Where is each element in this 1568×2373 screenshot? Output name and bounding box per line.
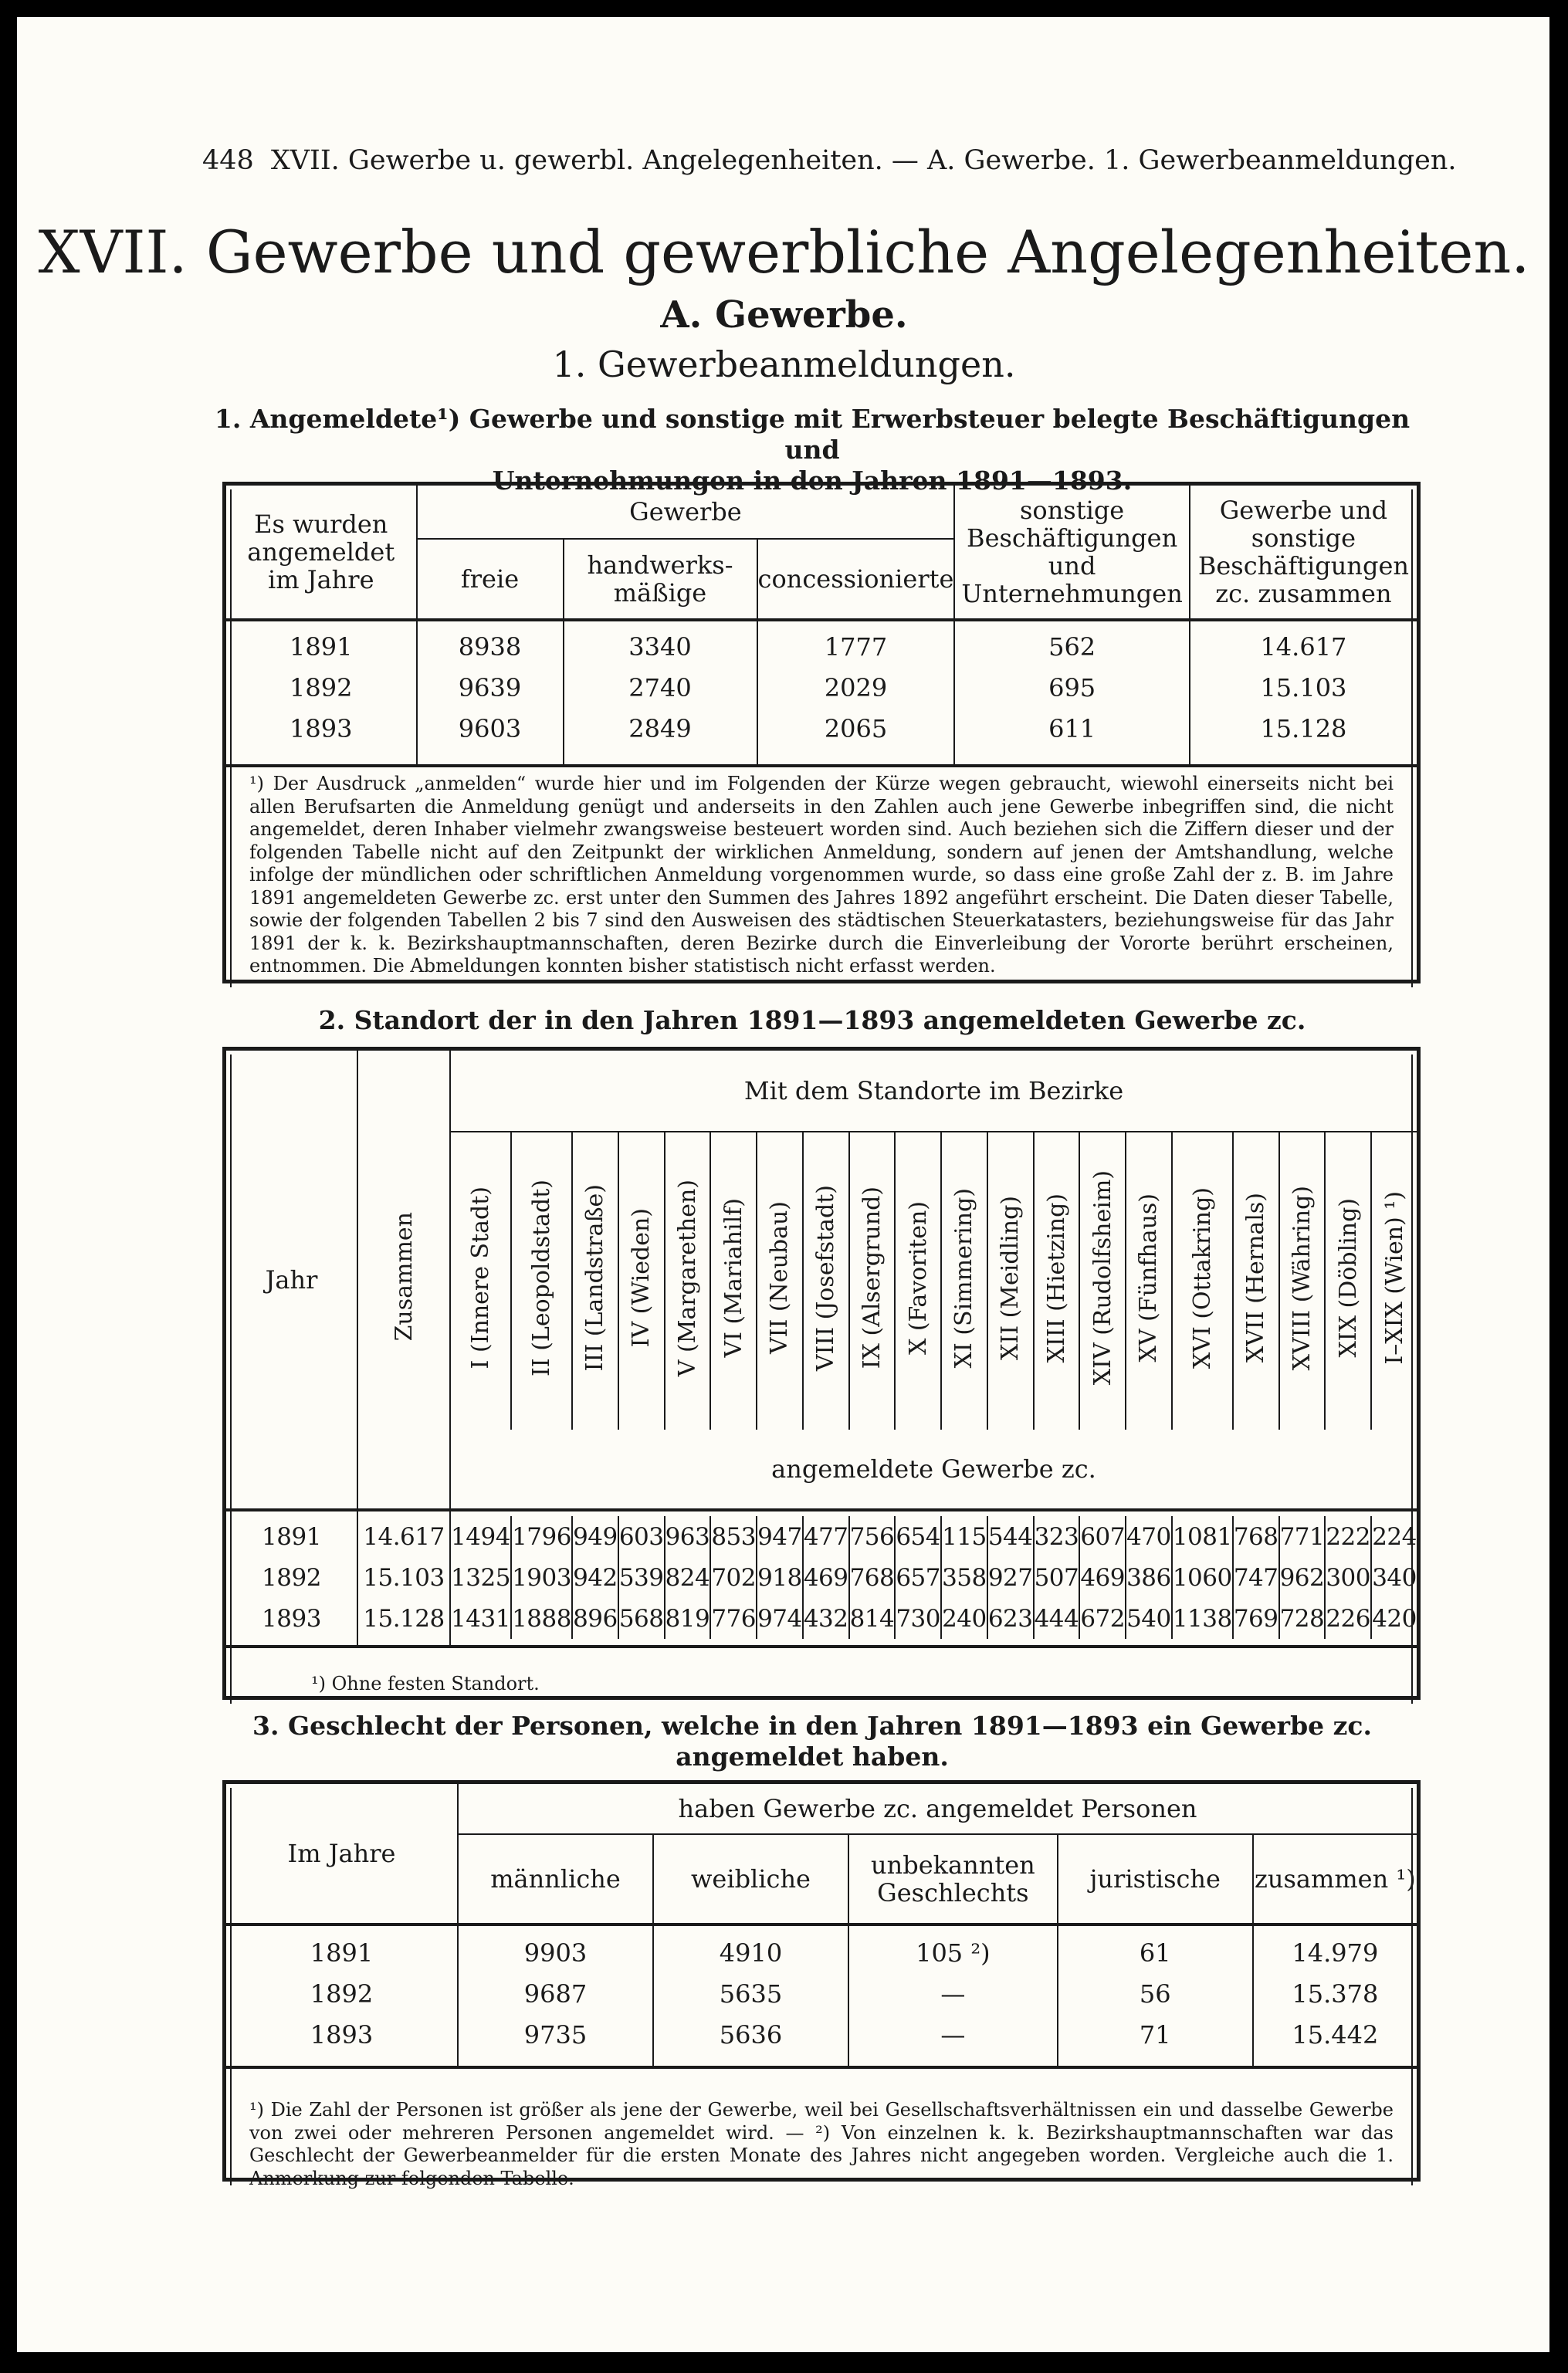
t3-head-group: haben Gewerbe zc. angemeldet Personen [458,1784,1417,1834]
t2-head-total: Zusammen [357,1051,450,1510]
t2-district-head: XIV (Rudolfsheim) [1079,1132,1126,1430]
table3 [226,1784,1417,2069]
t2-district-head: XI (Simmering) [941,1132,987,1430]
table3-title [202,1711,1422,1772]
table3-title-line2: angemeldet haben. [676,1742,949,1772]
t1-row: 1892 9639 2740 2029 695 15.103 [226,667,1417,708]
t2-row: 1891 14.617 1494 1796 949 603 963 853 947 477 756 654 115 544 323 607 470 1081 768 771 222 224 [226,1516,1417,1557]
t3-row: 1892 9687 5635 — 56 15.378 [226,1973,1417,2014]
chapter-title: XVII. Gewerbe und gewerbliche Angelegenheiten. [38,218,1530,286]
t3-row: 1891 9903 4910 105 ²) 61 14.979 [226,1932,1417,1973]
running-head [202,145,1457,176]
t2-district-head: I–XIX (Wien) ¹) [1371,1132,1417,1430]
t2-district-head: XV (Fünfhaus) [1126,1132,1172,1430]
t1-head-other: sonstige Beschäftigungen und Unternehmungen [954,486,1189,620]
t2-district-head: XVII (Hernals) [1233,1132,1279,1430]
t2-row: 1893 15.128 1431 1888 896 568 819 776 974 432 814 730 240 623 444 672 540 1138 769 728 226 420 [226,1598,1417,1639]
page-number: 448 [202,145,254,176]
t2-district-head: IX (Alsergrund) [849,1132,896,1430]
t2-district-head: VIII (Josefstadt) [803,1132,849,1430]
t2-district-head: XII (Meidling) [987,1132,1034,1430]
t2-head-year: Jahr [226,1051,357,1510]
section-title: A. Gewerbe. [660,293,908,337]
subsection-title: 1. Gewerbeanmeldungen. [552,344,1016,385]
t3-head-year: Im Jahre [226,1784,458,1924]
t3-row: 1893 9735 5636 — 71 15.442 [226,2014,1417,2055]
t2-district-head: III (Landstraße) [572,1132,618,1430]
table1-frame [222,482,1421,983]
t3-head-t: zusammen ¹) [1253,1834,1417,1924]
t2-district-head: VI (Mariahilf) [710,1132,757,1430]
table1-title-line1: 1. Angemeldete¹) Gewerbe und sonstige mit Erwerbsteuer belegte Beschäftigungen und [214,404,1411,465]
table3-title-line1: 3. Geschlecht der Personen, welche in den Jahren 1891—1893 ein Gewerbe zc. [252,1711,1372,1741]
t2-head-bottom: angemeldete Gewerbe zc. [450,1430,1417,1510]
table1-footnote: ¹) Der Ausdruck „anmelden“ wurde hier und im Folgenden der Kürze wegen gebraucht, wiewohl einerseits nicht bei allen Berufsarten die Anmeldung genügt und anderseits in den Zahlen auch jene Gewerbe inbegriffen sind, die nicht angemeldet, deren Inhaber vielmehr zwangsweise besteuert worden sind. Auch beziehen sich die Ziffern dieser und der folgenden Tabelle nicht auf den Zeitpunkt der wirklichen Anmeldung, sondern auf jenen der Amtshandlung, welche infolge der mündlichen oder schriftlichen Anmeldung vorgenommen wurde, so dass eine große Zahl der z. B. im Jahre 1891 angemeldeten Gewerbe zc. erst unter den Summen des Jahres 1892 angeführt erscheint. Die Daten dieser Tabelle, sowie der folgenden Tabellen 2 bis 7 sind den Ausweisen des städtischen Steuerkatasters, beziehungsweise für das Jahr 1891 der k. k. Bezirkshauptmannschaften, deren Bezirke durch die Einverleibung der Vororte berührt erscheinen, entnommen. Die Abmeldungen konnten bisher statistisch nicht erfasst werden. [249,773,1394,977]
t3-head-u: unbekannten Geschlechts [848,1834,1058,1924]
table1 [226,486,1417,767]
t1-head-total: Gewerbe und sonstige Beschäftigungen zc. zusammen [1190,486,1417,620]
table3-frame [222,1780,1421,2189]
t1-head-free: freie [417,539,564,620]
t2-head-group: Mit dem Standorte im Bezirke [450,1051,1417,1132]
t2-district-head: X (Favoriten) [895,1132,941,1430]
t2-district-head: XIX (Döbling) [1325,1132,1371,1430]
t2-district-head: II (Leopoldstadt) [511,1132,572,1430]
table2-footnote: ¹) Ohne festen Standort. [311,1673,540,1694]
t1-row: 1891 8938 3340 1777 562 14.617 [226,626,1417,667]
t1-row: 1893 9603 2849 2065 611 15.128 [226,708,1417,749]
t1-head-craft: handwerks-mäßige [564,539,757,620]
t1-head-gewerbe: Gewerbe [417,486,955,539]
t2-district-head: V (Margarethen) [665,1132,711,1430]
t2-district-head: XVIII (Währing) [1279,1132,1326,1430]
table3-footnote: ¹) Die Zahl der Personen ist größer als jene der Gewerbe, weil bei Gesellschaftsverhältnissen ein und dasselbe Gewerbe von zwei oder mehreren Personen angemeldet wird. — ²) Von einzelnen k. k. Bezirkshauptmannschaften war das Geschlecht der Gewerbeanmelder für die ersten Monate des Jahres nicht angegeben worden. Vergleiche auch die 1. Anmerkung zur folgenden Tabelle. [249,2099,1394,2189]
t2-district-head: XIII (Hietzing) [1034,1132,1080,1430]
t3-head-m: männliche [458,1834,653,1924]
t2-district-head: I (Innere Stadt) [450,1132,511,1430]
t1-head-conc: concessionierte [757,539,955,620]
t2-row: 1892 15.103 1325 1903 942 539 824 702 918 469 768 657 358 927 507 469 386 1060 747 962 300 340 [226,1557,1417,1598]
t2-district-head: IV (Wieden) [618,1132,665,1430]
table2 [226,1051,1417,1648]
t1-head-year: Es wurden angemeldet im Jahre [226,486,417,620]
t2-district-head: VII (Neubau) [757,1132,803,1430]
t3-head-j: juristische [1058,1834,1253,1924]
table2-frame [222,1047,1421,1700]
table2-title: 2. Standort der in den Jahren 1891—1893 angemeldeten Gewerbe zc. [318,1005,1306,1035]
t3-head-f: weibliche [653,1834,848,1924]
running-head-text: XVII. Gewerbe u. gewerbl. Angelegenheiten. — A. Gewerbe. 1. Gewerbeanmeldungen. [270,145,1457,176]
table1-title-line2: Unternehmungen in den Jahren 1891—1893. [492,465,1133,496]
t2-district-head: XVI (Ottakring) [1172,1132,1233,1430]
